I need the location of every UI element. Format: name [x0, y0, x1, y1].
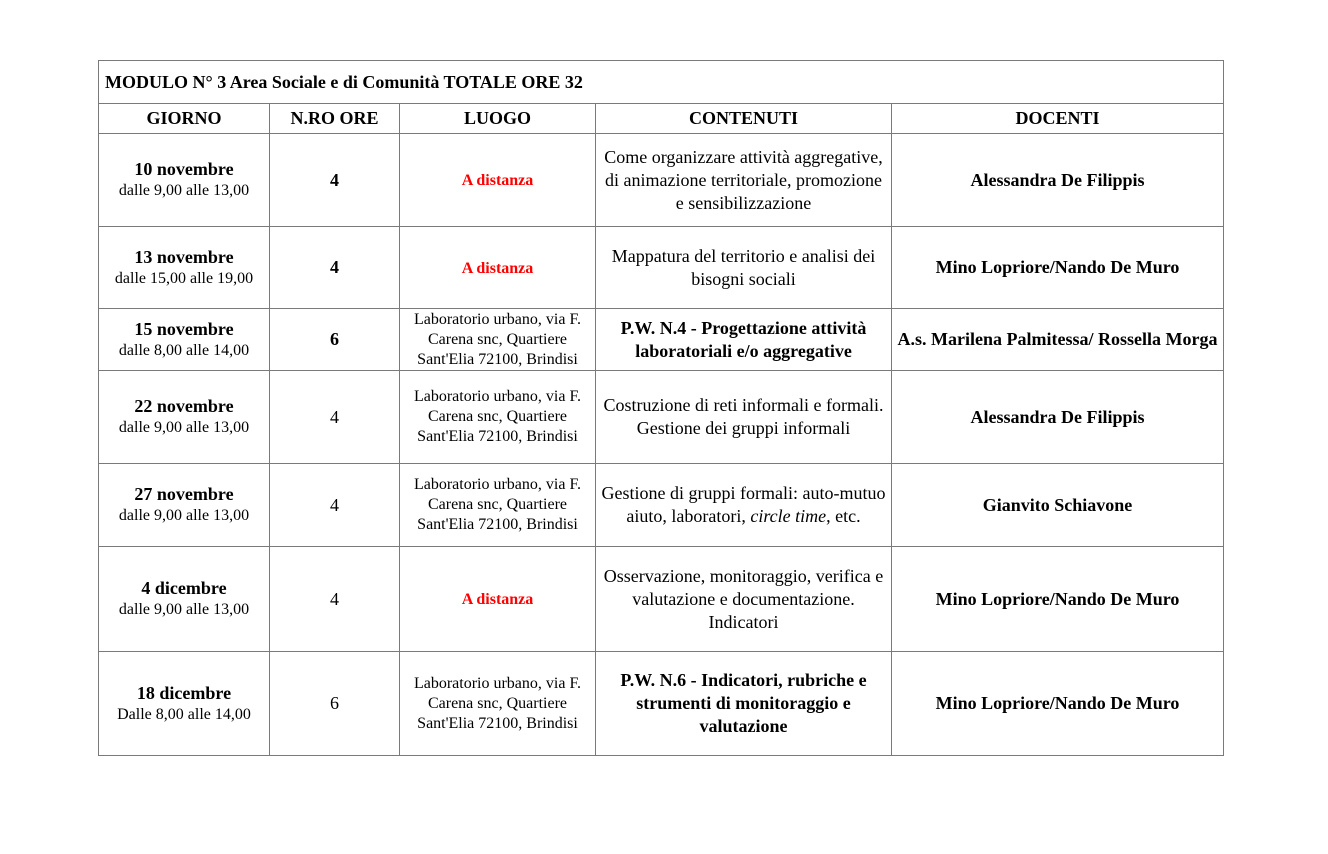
day-time: dalle 9,00 alle 13,00 [118, 601, 250, 618]
header-giorno: GIORNO [99, 104, 270, 134]
content-cell: P.W. N.4 - Progettazione attività laboratoriali e/o aggregative [596, 309, 892, 371]
content-cell: Osservazione, monitoraggio, verifica e valutazione e documentazione. Indicatori [596, 547, 892, 652]
hours-cell: 4 [270, 464, 400, 547]
place-address: Laboratorio urbano, via F. Carena snc, Quartiere Sant'Elia 72100, Brindisi [413, 476, 582, 533]
hours-cell: 6 [270, 309, 400, 371]
place-cell [400, 227, 596, 309]
header-ore: N.RO ORE [270, 104, 400, 134]
day-time: dalle 8,00 alle 14,00 [118, 341, 250, 359]
table-row [99, 464, 1224, 547]
day-cell [99, 309, 270, 371]
teacher-cell: Mino Lopriore/Nando De Muro [892, 652, 1224, 756]
day-date: 15 novembre [134, 318, 234, 339]
content-cell: Come organizzare attività aggregative, di animazione territoriale, promozione e sensibilizzazione [596, 134, 892, 227]
teacher-cell: Mino Lopriore/Nando De Muro [892, 227, 1224, 309]
table-row [99, 227, 1224, 309]
day-date: 22 novembre [134, 396, 234, 416]
place-remote: A distanza [461, 591, 534, 608]
day-date: 18 dicembre [136, 682, 232, 703]
day-cell [99, 547, 270, 652]
content-emphasis: circle time [750, 506, 827, 526]
table-row [99, 547, 1224, 652]
hours-cell: 4 [270, 134, 400, 227]
place-cell [400, 134, 596, 227]
place-remote: A distanza [461, 172, 534, 189]
header-docenti: DOCENTI [892, 104, 1224, 134]
header-contenuti: CONTENUTI [596, 104, 892, 134]
place-remote: A distanza [461, 259, 534, 277]
teacher-cell: A.s. Marilena Palmitessa/ Rossella Morga [892, 309, 1224, 371]
content-cell: Mappatura del territorio e analisi dei bisogni sociali [596, 227, 892, 309]
module-title: MODULO N° 3 Area Sociale e di Comunità TOTALE ORE 32 [99, 61, 1224, 104]
content-text: Gestione di gruppi formali: auto-mutuo aiuto, laboratori, [601, 483, 886, 526]
table-row [99, 309, 1224, 371]
header-row [99, 104, 1224, 134]
teacher-cell: Mino Lopriore/Nando De Muro [892, 547, 1224, 652]
day-date: 4 dicembre [141, 578, 227, 598]
day-cell [99, 134, 270, 227]
table-row [99, 652, 1224, 756]
day-time: dalle 9,00 alle 13,00 [118, 507, 250, 524]
day-date: 27 novembre [134, 484, 234, 504]
day-cell [99, 652, 270, 756]
hours-cell: 4 [270, 547, 400, 652]
content-text-end: , etc. [826, 506, 861, 526]
place-cell [400, 464, 596, 547]
day-date: 10 novembre [134, 159, 234, 179]
day-cell [99, 371, 270, 464]
header-luogo: LUOGO [400, 104, 596, 134]
teacher-cell: Gianvito Schiavone [892, 464, 1224, 547]
place-address: Laboratorio urbano, via F. Carena snc, Quartiere Sant'Elia 72100, Brindisi [413, 310, 582, 368]
table-row [99, 134, 1224, 227]
content-cell: Costruzione di reti informali e formali. Gestione dei gruppi informali [596, 371, 892, 464]
day-cell [99, 227, 270, 309]
hours-cell: 4 [270, 227, 400, 309]
hours-cell: 6 [270, 652, 400, 756]
day-date: 13 novembre [134, 246, 234, 267]
day-time: dalle 9,00 alle 13,00 [118, 182, 250, 199]
day-cell [99, 464, 270, 547]
place-cell [400, 309, 596, 371]
content-cell: P.W. N.6 - Indicatori, rubriche e strumenti di monitoraggio e valutazione [596, 652, 892, 756]
place-cell [400, 371, 596, 464]
place-cell [400, 652, 596, 756]
teacher-cell: Alessandra De Filippis [892, 371, 1224, 464]
place-address: Laboratorio urbano, via F. Carena snc, Quartiere Sant'Elia 72100, Brindisi [413, 388, 582, 445]
content-cell [596, 464, 892, 547]
place-address: Laboratorio urbano, via F. Carena snc, Quartiere Sant'Elia 72100, Brindisi [413, 674, 582, 732]
day-time: Dalle 8,00 alle 14,00 [117, 705, 251, 723]
teacher-cell: Alessandra De Filippis [892, 134, 1224, 227]
place-cell [400, 547, 596, 652]
table-row [99, 371, 1224, 464]
day-time: dalle 9,00 alle 13,00 [118, 419, 250, 436]
day-time: dalle 15,00 alle 19,00 [114, 269, 254, 287]
schedule-table [98, 60, 1224, 756]
hours-cell: 4 [270, 371, 400, 464]
title-row [99, 61, 1224, 104]
